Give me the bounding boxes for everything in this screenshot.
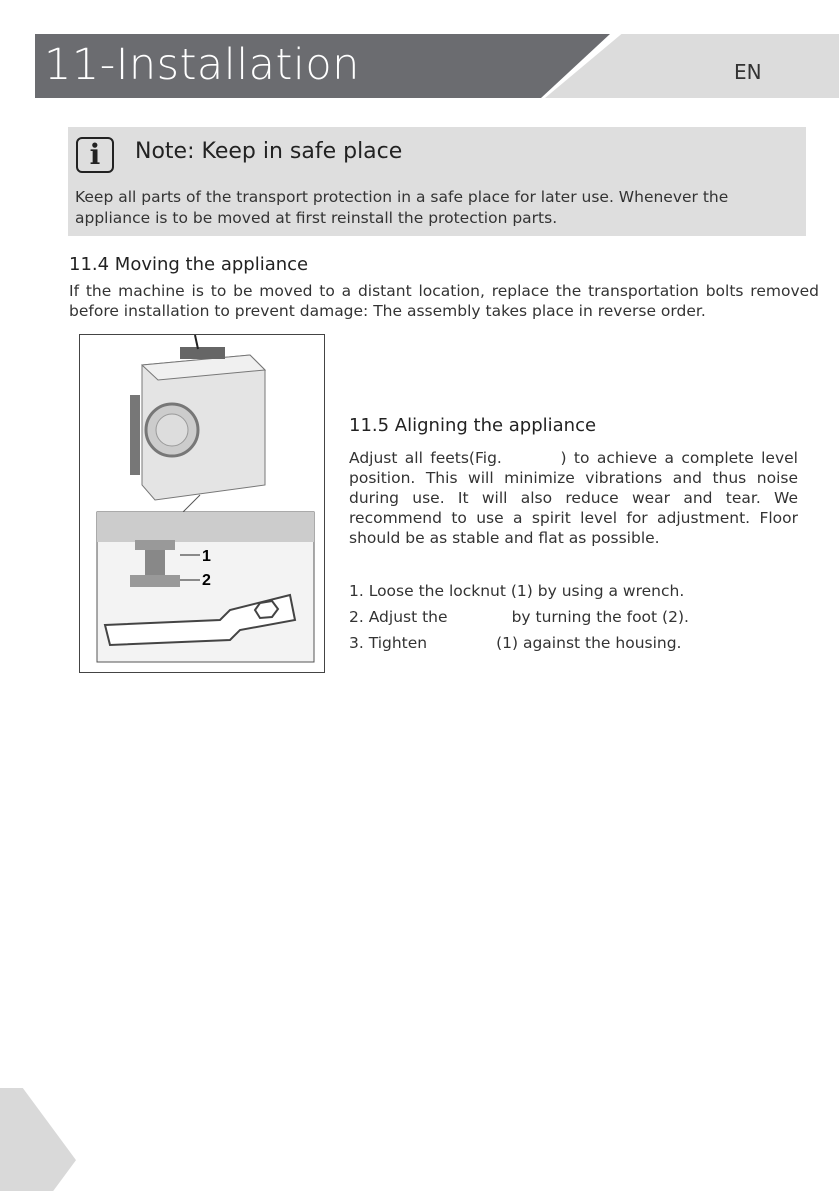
washing-machine-illustration (80, 335, 324, 672)
note-title: Note: Keep in safe place (135, 139, 403, 164)
aligning-text: Adjust all feets(Fig. ) to achieve a complete level position. This will minimize vibrations and thus noise during use. It will also reduce wear and tear. We recommend to use a spirit level for adjustment. Floor should be as stable and flat as possible. (349, 449, 803, 547)
section-heading-aligning: 11.5 Aligning the appliance (349, 415, 597, 436)
page-corner-decoration (0, 1088, 76, 1191)
figure-label-locknut: 1 (202, 548, 211, 565)
figure-label-foot: 2 (202, 572, 211, 589)
note-text: Keep all parts of the transport protection in a safe place for later use. Whenever the appliance is to be moved at first reinstall the protection parts. (75, 188, 729, 227)
step-item: 3. Tighten (1) against the housing. (349, 634, 682, 652)
note-box (68, 127, 806, 236)
leveling-figure (79, 334, 325, 673)
section-heading-moving: 11.4 Moving the appliance (69, 254, 309, 275)
language-label: EN (734, 60, 762, 84)
info-icon: i (76, 137, 114, 173)
moving-text: If the machine is to be moved to a distant location, replace the transportation bolts removed before installation to prevent damage: The assembly takes place in reverse order. (69, 282, 819, 320)
steps-list (349, 578, 689, 656)
step-item: 2. Adjust the by turning the foot (2). (349, 608, 689, 626)
step-item: 1. Loose the locknut (1) by using a wrench. (349, 582, 685, 600)
page-title: 11-Installation (44, 40, 360, 90)
